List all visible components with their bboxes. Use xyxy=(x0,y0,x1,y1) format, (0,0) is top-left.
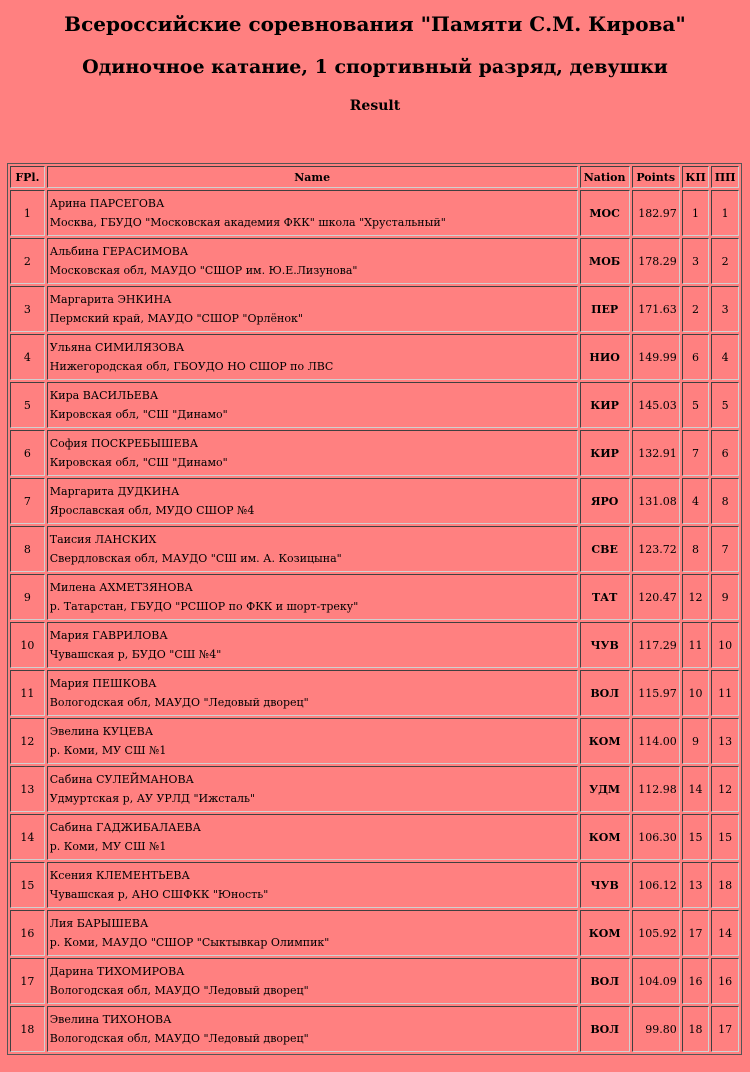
athlete-name: Лия БАРЫШЕВА xyxy=(49,917,149,930)
name-cell xyxy=(47,814,578,860)
nation-cell: ЧУВ xyxy=(580,622,630,668)
table-row xyxy=(10,190,739,236)
athlete-club: Нижегородская обл, ГБОУДО НО СШОР по ЛВС xyxy=(49,360,334,373)
short-program-rank-cell: 13 xyxy=(682,862,710,908)
place-cell: 3 xyxy=(10,286,45,332)
free-skating-rank-cell: 17 xyxy=(711,1006,739,1052)
points-cell: 120.47 xyxy=(632,574,680,620)
column-header-name: Name xyxy=(47,166,578,188)
short-program-rank-cell: 16 xyxy=(682,958,710,1004)
table-row xyxy=(10,1006,739,1052)
athlete-club: Вологодская обл, МАУДО "Ледовый дворец" xyxy=(49,1032,309,1045)
name-cell xyxy=(47,670,578,716)
table-row xyxy=(10,958,739,1004)
athlete-club: Свердловская обл, МАУДО "СШ им. А. Козицына" xyxy=(49,552,342,565)
athlete-club: Кировская обл, "СШ "Динамо" xyxy=(49,456,228,469)
short-program-rank-cell: 2 xyxy=(682,286,710,332)
athlete-club: Вологодская обл, МАУДО "Ледовый дворец" xyxy=(49,696,309,709)
athlete-club: Пермский край, МАУДО "СШОР "Орлёнок" xyxy=(49,312,303,325)
nation-cell: ПЕР xyxy=(580,286,630,332)
athlete-club: Вологодская обл, МАУДО "Ледовый дворец" xyxy=(49,984,309,997)
place-cell: 2 xyxy=(10,238,45,284)
name-cell xyxy=(47,1006,578,1052)
points-cell: 123.72 xyxy=(632,526,680,572)
nation-cell: ТАТ xyxy=(580,574,630,620)
free-skating-rank-cell: 14 xyxy=(711,910,739,956)
points-cell: 114.00 xyxy=(632,718,680,764)
athlete-club: Чувашская р, БУДО "СШ №4" xyxy=(49,648,222,661)
table-header-row xyxy=(10,166,739,188)
points-cell: 178.29 xyxy=(632,238,680,284)
short-program-rank-cell: 4 xyxy=(682,478,710,524)
nation-cell: ВОЛ xyxy=(580,958,630,1004)
place-cell: 18 xyxy=(10,1006,45,1052)
athlete-club: Москва, ГБУДО "Московская академия ФКК" школа "Хрустальный" xyxy=(49,216,446,229)
table-row xyxy=(10,478,739,524)
place-cell: 12 xyxy=(10,718,45,764)
short-program-rank-cell: 17 xyxy=(682,910,710,956)
free-skating-rank-cell: 9 xyxy=(711,574,739,620)
athlete-name: Таисия ЛАНСКИХ xyxy=(49,533,157,546)
short-program-rank-cell: 9 xyxy=(682,718,710,764)
place-cell: 9 xyxy=(10,574,45,620)
free-skating-rank-cell: 4 xyxy=(711,334,739,380)
column-header-short-program: КП xyxy=(682,166,710,188)
place-cell: 13 xyxy=(10,766,45,812)
results-table xyxy=(7,163,742,1055)
points-cell: 104.09 xyxy=(632,958,680,1004)
athlete-club: Московская обл, МАУДО "СШОР им. Ю.Е.Лизунова" xyxy=(49,264,358,277)
free-skating-rank-cell: 15 xyxy=(711,814,739,860)
page-title: Всероссийские соревнования "Памяти С.М. Кирова" xyxy=(64,12,686,36)
athlete-name: Ксения КЛЕМЕНТЬЕВА xyxy=(49,869,190,882)
short-program-rank-cell: 14 xyxy=(682,766,710,812)
table-row xyxy=(10,670,739,716)
points-cell: 131.08 xyxy=(632,478,680,524)
results-body xyxy=(10,190,739,1052)
section-heading: Result xyxy=(349,98,401,114)
free-skating-rank-cell: 10 xyxy=(711,622,739,668)
free-skating-rank-cell: 5 xyxy=(711,382,739,428)
name-cell xyxy=(47,718,578,764)
points-cell: 145.03 xyxy=(632,382,680,428)
name-cell xyxy=(47,286,578,332)
free-skating-rank-cell: 1 xyxy=(711,190,739,236)
nation-cell: ЯРО xyxy=(580,478,630,524)
points-cell: 106.12 xyxy=(632,862,680,908)
name-cell xyxy=(47,910,578,956)
nation-cell: ВОЛ xyxy=(580,1006,630,1052)
table-row xyxy=(10,622,739,668)
short-program-rank-cell: 1 xyxy=(682,190,710,236)
table-row xyxy=(10,814,739,860)
short-program-rank-cell: 10 xyxy=(682,670,710,716)
short-program-rank-cell: 12 xyxy=(682,574,710,620)
nation-cell: КОМ xyxy=(580,814,630,860)
table-row xyxy=(10,766,739,812)
points-cell: 171.63 xyxy=(632,286,680,332)
column-header-free-skating: ПП xyxy=(711,166,739,188)
table-row xyxy=(10,430,739,476)
place-cell: 8 xyxy=(10,526,45,572)
free-skating-rank-cell: 13 xyxy=(711,718,739,764)
place-cell: 16 xyxy=(10,910,45,956)
points-cell: 132.91 xyxy=(632,430,680,476)
athlete-club: Удмуртская р, АУ УРЛД "Ижсталь" xyxy=(49,792,256,805)
name-cell xyxy=(47,526,578,572)
table-row xyxy=(10,526,739,572)
name-cell xyxy=(47,430,578,476)
short-program-rank-cell: 6 xyxy=(682,334,710,380)
free-skating-rank-cell: 18 xyxy=(711,862,739,908)
athlete-name: Мария ГАВРИЛОВА xyxy=(49,629,168,642)
table-row xyxy=(10,238,739,284)
athlete-name: Мария ПЕШКОВА xyxy=(49,677,157,690)
nation-cell: КИР xyxy=(580,430,630,476)
athlete-name: Маргарита ЭНКИНА xyxy=(49,293,172,306)
name-cell xyxy=(47,334,578,380)
place-cell: 11 xyxy=(10,670,45,716)
nation-cell: ВОЛ xyxy=(580,670,630,716)
athlete-club: Ярославская обл, МУДО СШОР №4 xyxy=(49,504,255,517)
name-cell xyxy=(47,382,578,428)
table-row xyxy=(10,910,739,956)
nation-cell: СВЕ xyxy=(580,526,630,572)
name-cell xyxy=(47,190,578,236)
athlete-club: р. Коми, МУ СШ №1 xyxy=(49,744,167,757)
athlete-club: Кировская обл, "СШ "Динамо" xyxy=(49,408,228,421)
table-row xyxy=(10,862,739,908)
free-skating-rank-cell: 3 xyxy=(711,286,739,332)
place-cell: 5 xyxy=(10,382,45,428)
free-skating-rank-cell: 6 xyxy=(711,430,739,476)
place-cell: 17 xyxy=(10,958,45,1004)
athlete-club: р. Татарстан, ГБУДО "РСШОР по ФКК и шорт-треку" xyxy=(49,600,359,613)
athlete-name: Эвелина КУЦЕВА xyxy=(49,725,154,738)
table-row xyxy=(10,334,739,380)
short-program-rank-cell: 11 xyxy=(682,622,710,668)
column-header-points: Points xyxy=(632,166,680,188)
name-cell xyxy=(47,958,578,1004)
free-skating-rank-cell: 8 xyxy=(711,478,739,524)
points-cell: 115.97 xyxy=(632,670,680,716)
short-program-rank-cell: 18 xyxy=(682,1006,710,1052)
nation-cell: МОС xyxy=(580,190,630,236)
athlete-club: Чувашская р, АНО СШФКК "Юность" xyxy=(49,888,269,901)
points-cell: 117.29 xyxy=(632,622,680,668)
free-skating-rank-cell: 16 xyxy=(711,958,739,1004)
column-header-nation: Nation xyxy=(580,166,630,188)
nation-cell: НИО xyxy=(580,334,630,380)
short-program-rank-cell: 8 xyxy=(682,526,710,572)
table-row xyxy=(10,574,739,620)
table-row xyxy=(10,718,739,764)
athlete-name: Сабина СУЛЕЙМАНОВА xyxy=(49,773,194,786)
place-cell: 7 xyxy=(10,478,45,524)
athlete-name: Ульяна СИМИЛЯЗОВА xyxy=(49,341,185,354)
athlete-name: Кира ВАСИЛЬЕВА xyxy=(49,389,159,402)
table-row xyxy=(10,382,739,428)
name-cell xyxy=(47,622,578,668)
short-program-rank-cell: 5 xyxy=(682,382,710,428)
points-cell: 106.30 xyxy=(632,814,680,860)
nation-cell: КОМ xyxy=(580,910,630,956)
place-cell: 4 xyxy=(10,334,45,380)
free-skating-rank-cell: 7 xyxy=(711,526,739,572)
name-cell xyxy=(47,862,578,908)
nation-cell: КОМ xyxy=(580,718,630,764)
points-cell: 182.97 xyxy=(632,190,680,236)
event-subtitle: Одиночное катание, 1 спортивный разряд, девушки xyxy=(82,56,668,78)
free-skating-rank-cell: 2 xyxy=(711,238,739,284)
points-cell: 149.99 xyxy=(632,334,680,380)
nation-cell: МОБ xyxy=(580,238,630,284)
athlete-name: Дарина ТИХОМИРОВА xyxy=(49,965,185,978)
free-skating-rank-cell: 11 xyxy=(711,670,739,716)
athlete-name: Маргарита ДУДКИНА xyxy=(49,485,180,498)
place-cell: 10 xyxy=(10,622,45,668)
athlete-club: р. Коми, МАУДО "СШОР "Сыктывкар Олимпик" xyxy=(49,936,330,949)
table-row xyxy=(10,286,739,332)
athlete-name: Сабина ГАДЖИБАЛАЕВА xyxy=(49,821,201,834)
points-cell: 112.98 xyxy=(632,766,680,812)
athlete-name: Милена АХМЕТЗЯНОВА xyxy=(49,581,193,594)
place-cell: 6 xyxy=(10,430,45,476)
place-cell: 15 xyxy=(10,862,45,908)
nation-cell: УДМ xyxy=(580,766,630,812)
athlete-name: Альбина ГЕРАСИМОВА xyxy=(49,245,189,258)
points-cell: 99.80 xyxy=(632,1006,680,1052)
place-cell: 14 xyxy=(10,814,45,860)
short-program-rank-cell: 7 xyxy=(682,430,710,476)
points-cell: 105.92 xyxy=(632,910,680,956)
name-cell xyxy=(47,766,578,812)
name-cell xyxy=(47,574,578,620)
column-header-place: FPl. xyxy=(10,166,45,188)
name-cell xyxy=(47,478,578,524)
athlete-club: р. Коми, МУ СШ №1 xyxy=(49,840,167,853)
name-cell xyxy=(47,238,578,284)
athlete-name: Арина ПАРСЕГОВА xyxy=(49,197,165,210)
place-cell: 1 xyxy=(10,190,45,236)
nation-cell: КИР xyxy=(580,382,630,428)
short-program-rank-cell: 3 xyxy=(682,238,710,284)
free-skating-rank-cell: 12 xyxy=(711,766,739,812)
short-program-rank-cell: 15 xyxy=(682,814,710,860)
athlete-name: Эвелина ТИХОНОВА xyxy=(49,1013,172,1026)
nation-cell: ЧУВ xyxy=(580,862,630,908)
athlete-name: София ПОСКРЕБЫШЕВА xyxy=(49,437,199,450)
